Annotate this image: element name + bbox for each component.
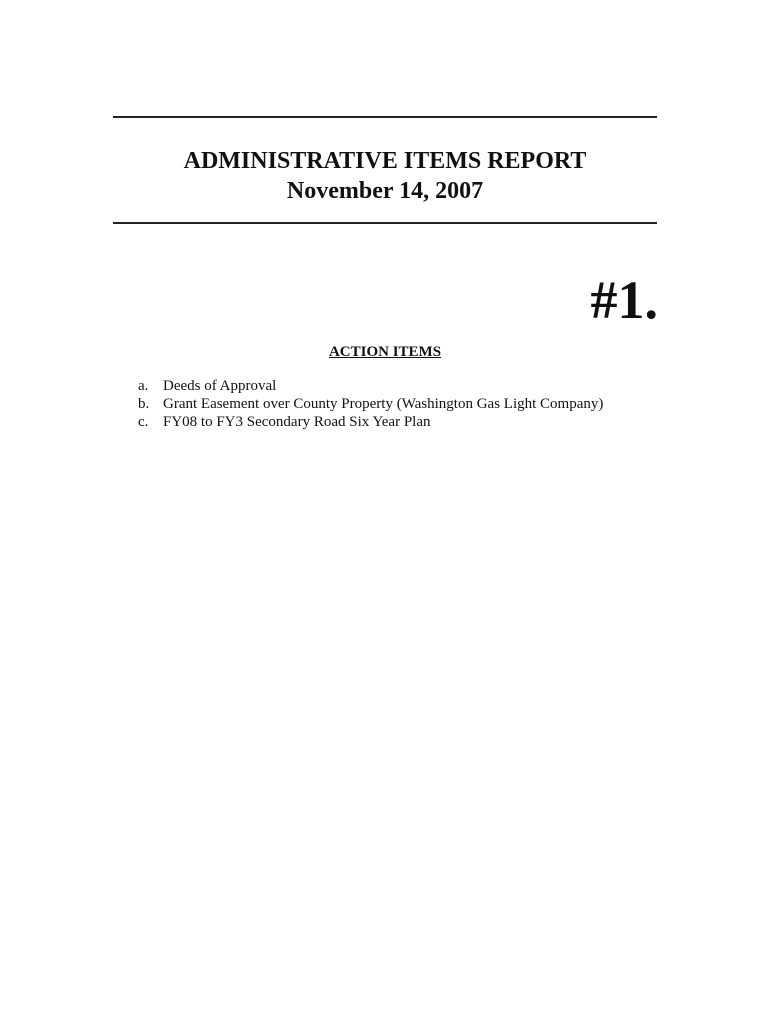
list-item-letter: a. <box>138 378 149 394</box>
report-date: November 14, 2007 <box>286 178 484 204</box>
report-header <box>113 146 657 206</box>
report-title: ADMINISTRATIVE ITEMS REPORT <box>183 148 587 174</box>
action-items-heading: ACTION ITEMS <box>328 344 442 360</box>
list-item <box>138 413 603 431</box>
item-number: #1. <box>590 270 658 330</box>
bottom-divider <box>113 222 657 224</box>
list-item <box>138 395 603 413</box>
list-item-text: Grant Easement over County Property (Washington Gas Light Company) <box>163 396 604 412</box>
list-item-text: FY08 to FY3 Secondary Road Six Year Plan <box>163 414 431 430</box>
list-item-text: Deeds of Approval <box>163 378 277 394</box>
list-item-letter: b. <box>138 396 150 412</box>
list-item <box>138 377 603 395</box>
top-divider <box>113 116 657 118</box>
list-item-letter: c. <box>138 414 149 430</box>
action-items-list <box>138 377 603 431</box>
